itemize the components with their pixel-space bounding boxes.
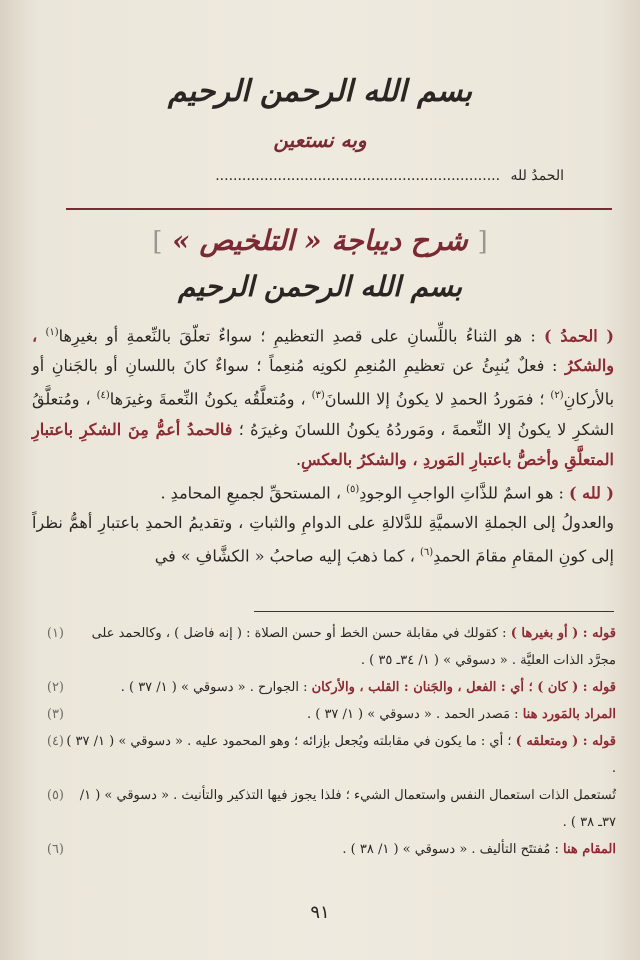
footnote-number: (٢): [46, 680, 64, 695]
opening-basmala: بسم الله الرحمن الرحيم: [167, 74, 473, 109]
footnote-text: : مَصدر الحمد . « دسوقي » ( ١/ ٣٧ ) .: [306, 707, 519, 722]
footnote-number: (١): [46, 626, 64, 641]
title-bracket-close: ]: [152, 227, 163, 257]
footnote-number: (٦): [46, 842, 64, 857]
footnote-item: [30, 836, 616, 863]
main-text: [32, 318, 614, 571]
footnote-number: (٥): [46, 788, 64, 803]
paragraph-text: ؛ فمَوردُ الحمدِ لا يكونُ إلا اللسانَ: [324, 389, 545, 409]
footnote-label: قوله : ( ومتعلقه ): [515, 734, 616, 749]
page-number: ٩١: [310, 902, 330, 923]
footnote-label: المراد بالمَورد هنا: [522, 707, 616, 722]
paragraph-text: : هو اسمٌ للذَّاتِ الواجبِ الوجودِ: [359, 482, 564, 502]
paragraph-text: : فعلٌ يُنبِئُ عن تعظيمِ المُنعِمِ لكونِه مُنعِماً ؛ سواءٌ كانَ باللسانِ أو بالجَنانِ أو بالأركانِ: [32, 356, 615, 409]
term-lillah: ( لله ): [568, 482, 614, 502]
footnote-text: : كقولك في مقابلة حسن الخط أو حسن الصلاة : ( إنه فاضل ) ، وكالحمد على مجرَّد الذات العليَّة . « دسوقي » ( ١/ ٣٤ـ ٣٥ ) .: [91, 626, 616, 668]
footnote-text: تُستعمل الذات استعمال النفس واستعمال الشيء ؛ فلذا يجوز فيها التذكير والتأنيث . « دسوقي » ( ١/ ٣٧ـ ٣٨ ) .: [79, 788, 616, 830]
footnote-label: قوله : ( أو بغيرها ): [510, 626, 616, 641]
footnote-ref: (٢): [550, 390, 564, 402]
footnote-text: : مُفتتَح التأليف . « دسوقي » ( ١/ ٣٨ ) .: [342, 842, 559, 857]
paragraph-text: ، ومُتعلَّقُ الشكرِ لا يكونُ إلا النِّعمةَ ، ومَوردُهُ يكونُ اللسانَ وغيرَهُ ؛: [32, 389, 615, 439]
footnote-ref: (٣): [311, 390, 325, 402]
paragraph-text: .: [295, 449, 302, 469]
footnote-ref: (٥): [346, 483, 360, 495]
footnote-text: ؛ أي : ما يكون في مقابلته ويُجعل بإزائه ؛ وهو المحمود عليه . « دسوقي » ( ١/ ٣٧ ) .: [66, 734, 616, 776]
footnote-ref: (٦): [419, 546, 434, 558]
nastaeen-phrase: وبه نستعين: [273, 128, 367, 152]
footnotes: [30, 620, 616, 863]
section-basmala: بسم الله الرحمن الرحيم: [178, 270, 462, 303]
title-bracket-open: [: [477, 227, 488, 257]
paragraph-lillah: [32, 475, 614, 508]
term-shukr: ، والشكرُ: [32, 326, 615, 376]
paragraph-text: ، المستحقِّ لجميعِ المحامدِ .: [160, 482, 341, 502]
paragraph-text: والعدولُ إلى الجملةِ الاسميَّةِ للدَّلالةِ على الدوامِ والثباتِ ، وتقديمُ الحمدِ باعتبارِ أهمُّ نظراً إلى كونِ المقامِ مقامَ الحمدِ: [32, 512, 614, 566]
paragraph-text: ، كما ذهبَ إليه صاحبُ « الكشَّافِ » في: [154, 546, 415, 566]
paragraph-udool: [32, 508, 614, 571]
footnote-text: : الجوارح . « دسوقي » ( ١/ ٣٧ ) .: [120, 680, 308, 695]
footnote-item: [30, 620, 616, 674]
term-conclusion: فالحمدُ أعمُّ مِنَ الشكرِ باعتبارِ المتعلَّقِ وأخصُّ باعتبارِ المَوردِ ، والشكرُ بالعكسِ: [32, 419, 614, 469]
leader-dots: ................................................................: [215, 168, 501, 184]
section-title-text: شرح ديباجة « التلخيص »: [172, 224, 468, 257]
footnote-ref: (١): [45, 327, 59, 338]
footnote-item: [30, 782, 616, 836]
paragraph-hamd: [32, 318, 614, 475]
footnote-ref: (٤): [96, 390, 110, 402]
paragraph-text: : هو الثناءُ باللِّسانِ على قصدِ التعظيمِ ؛ سواءٌ تعلّقَ بالنِّعمةِ أو بغيرِها: [58, 326, 536, 346]
hamd-line: [54, 168, 564, 184]
footnote-item: [30, 674, 616, 701]
footnote-label: المقام هنا: [563, 842, 616, 857]
footnote-divider: [254, 611, 614, 612]
section-title: [0, 224, 640, 257]
footnote-number: (٣): [46, 707, 64, 722]
hamd-text: الحمدُ لله: [510, 168, 564, 184]
paragraph-text: ، ومُتعلَّقُه يكونُ النِّعمةَ وغيرَها: [109, 389, 306, 409]
footnote-item: [30, 701, 616, 728]
footnote-number: (٤): [46, 734, 64, 749]
footnote-item: [30, 728, 616, 782]
term-hamd: ( الحمدُ ): [544, 326, 614, 346]
footnote-label: قوله : ( كان ) ؛ أي : الفعل ، والجَنان : القلب ، والأركان: [311, 680, 616, 695]
section-divider: [66, 208, 612, 210]
